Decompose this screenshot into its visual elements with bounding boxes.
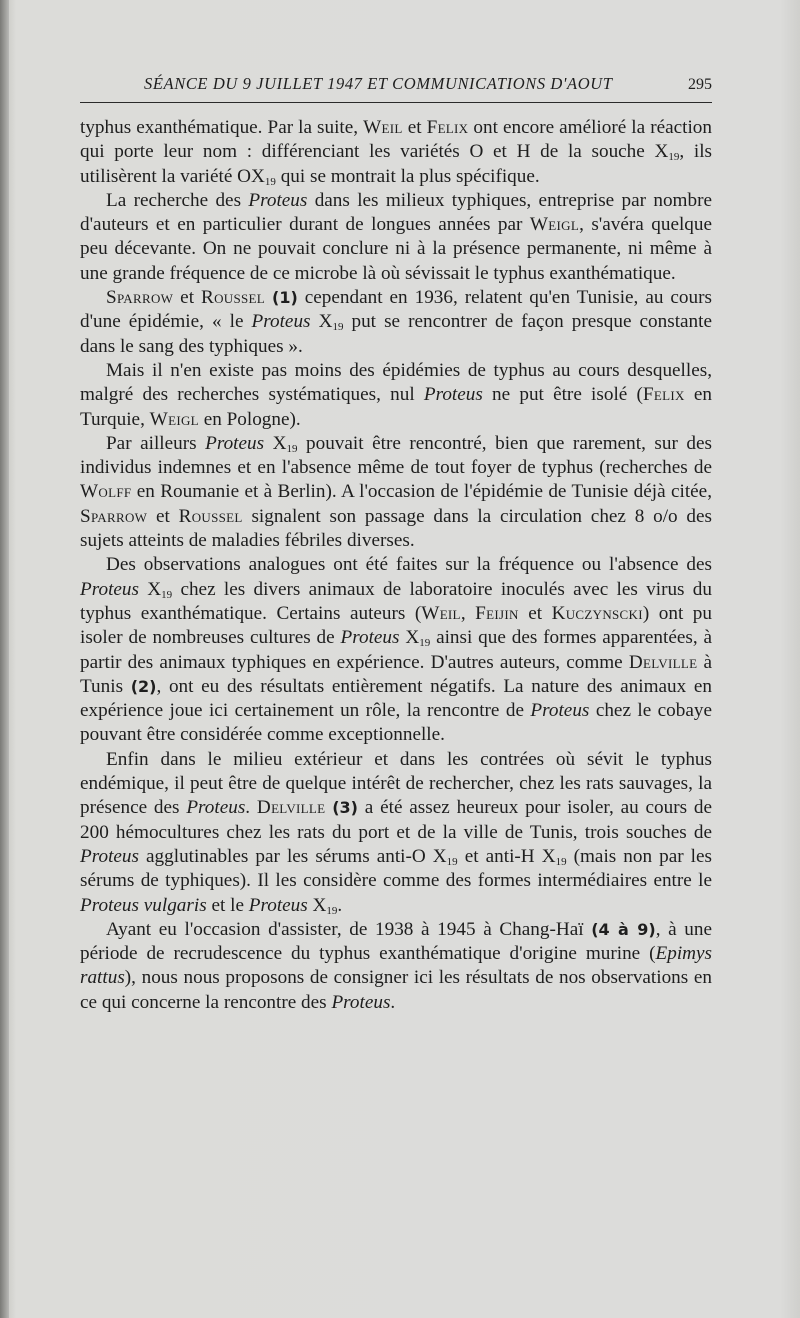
text-run: . [337, 894, 343, 916]
author-name: Delville [256, 797, 326, 819]
text-run: , s'avéra quelque peu décevante. On ne pouvait conclure ni à la présence permanente, ni même à une grande fréquence de ce microbe là où sévissait le typhus exanthématique. [80, 214, 712, 284]
text-run: et [147, 505, 179, 527]
italic-term: Proteus [331, 991, 391, 1013]
text-run: X [138, 578, 162, 600]
author-name: Weigl [149, 408, 199, 430]
paragraph-p1 [80, 116, 712, 189]
paragraph-p5 [80, 432, 712, 553]
author-name: Sparrow [106, 287, 174, 309]
author-name: Kuczynscki [551, 602, 643, 624]
text-run: qui se montrait la plus spécifique. [275, 165, 540, 187]
author-name: Roussel [178, 505, 243, 527]
text-run: La recherche des [106, 189, 249, 211]
text-run: ne put être isolé ( [482, 384, 643, 406]
text-run: en Pologne). [198, 408, 301, 430]
author-name: Felix [426, 117, 469, 138]
text-run: en Roumanie et à Berlin). A l'occasion de l'épidémie de Tunisie déjà citée, [131, 481, 712, 503]
text-run: . [390, 991, 396, 1013]
subscript: 19 [555, 855, 567, 868]
text-run: , ils utilisèrent la variété OX [80, 141, 712, 187]
subscript: 19 [161, 588, 173, 601]
text-run: X [307, 894, 327, 916]
italic-term: Epimys rattus [80, 943, 712, 989]
text-run: a été assez heureux pour isoler, au cours de 200 hémocultures chez les rats du port et de la ville de Tunis, trois souches de [80, 797, 713, 843]
subscript: 19 [668, 151, 680, 164]
text-run: Mais il n'en existe pas moins des épidémies de typhus au cours desquelles, malgré des recherches systématiques, nul [80, 359, 712, 406]
italic-term: Proteus [530, 700, 590, 722]
italic-term: Proteus [251, 311, 311, 333]
paragraph-p2 [80, 189, 712, 286]
text-run: ), nous nous proposons de consigner ici les résultats de nos observations en ce qui concerne la rencontre des [80, 967, 712, 1013]
page-number: 295 [688, 76, 712, 93]
paragraph-p7 [80, 748, 712, 918]
italic-term: Proteus [205, 432, 265, 454]
body-text [80, 116, 712, 1015]
author-name: Weigl [529, 214, 580, 236]
italic-term: Proteus [186, 797, 246, 819]
italic-term: Proteus [340, 627, 400, 649]
text-run: , [460, 602, 476, 624]
text-run: chez les divers animaux de laboratoire inoculés avec les virus du typhus exanthématique. Certains auteurs ( [80, 578, 712, 624]
paragraph-p6 [80, 553, 712, 747]
text-run: , à une période de recrudescence du typhus exanthématique d'origine murine ( [80, 918, 712, 965]
text-run: X [264, 432, 287, 454]
text-run: ) ont pu isoler de nombreuses cultures de [80, 602, 712, 649]
italic-term: Proteus [248, 189, 308, 211]
paragraph-p4 [80, 359, 712, 432]
author-name: Delville [628, 651, 698, 673]
italic-term: Proteus [80, 578, 139, 600]
text-run: et anti-H X [457, 845, 556, 867]
text-run: en Turquie, [80, 384, 712, 430]
subscript: 19 [446, 855, 458, 868]
text-run: agglutinables par les sérums anti-O X [138, 845, 447, 867]
text-run: cependant en 1936, relatent qu'en Tunisie, au cours d'une épidémie, « le [80, 287, 712, 333]
text-run: X [399, 627, 420, 649]
text-run: et [402, 117, 427, 138]
author-name: Feijin [475, 602, 519, 624]
subscript: 19 [419, 637, 431, 650]
reference-number: (1) [272, 288, 298, 308]
text-run: X [310, 311, 333, 333]
text-run: pouvait être rencontré, bien que rarement, sur des individus indemnes et en l'absence même de tout foyer de typhus (recherches de [80, 432, 712, 479]
text-run: typhus exanthématique. Par la suite, [80, 117, 364, 138]
reference-number: (3) [332, 798, 358, 818]
reference-number: (2) [130, 676, 157, 696]
author-name: Wolff [80, 481, 132, 503]
text-run: signalent son passage dans la circulation chez 8 o/o des sujets atteints de maladies fébriles diverses. [80, 505, 712, 552]
author-name: Roussel [201, 287, 266, 309]
text-run: chez le cobaye pouvant être considérée comme exceptionnelle. [80, 700, 712, 746]
italic-term: Proteus [423, 384, 483, 406]
italic-term: Proteus [248, 894, 308, 916]
text-run: ont encore amélioré la réaction qui porte leur nom : différenciant les variétés O et H de la souche X [80, 117, 712, 163]
author-name: Weil [363, 117, 403, 138]
author-name: Felix [642, 384, 685, 406]
text-run: et le [206, 894, 249, 916]
text-run: , ont eu des résultats entièrement négatifs. La nature des animaux en expérience joue ici certainement un rôle, la rencontre de [80, 675, 712, 722]
book-spine-shadow [0, 0, 9, 1318]
author-name: Weil [421, 602, 461, 624]
subscript: 19 [332, 321, 344, 334]
text-run: put se rencontrer de façon presque constante dans le sang des typhiques ». [80, 311, 712, 357]
subscript: 19 [326, 904, 338, 917]
italic-term: Proteus vulgaris [80, 894, 207, 916]
page-header [80, 72, 712, 103]
text-run: Ayant eu l'occasion d'assister, de 1938 à 1945 à Chang-Haï [106, 918, 592, 940]
text-run: Par ailleurs [106, 432, 206, 454]
text-run: Des observations analogues ont été faites sur la fréquence ou l'absence des [106, 554, 712, 576]
text-run: et [518, 602, 552, 624]
text-run: (mais non par les sérums de typhiques). Il les considère comme des formes intermédiaires entre le [80, 845, 712, 892]
running-head: SÉANCE DU 9 JUILLET 1947 ET COMMUNICATIONS D'AOUT [144, 74, 613, 93]
paragraph-p3 [80, 286, 712, 359]
author-name: Sparrow [80, 505, 148, 527]
text-run [265, 287, 272, 308]
text-run: ainsi que des formes apparentées, à partir des animaux typhiques en expérience. D'autres auteurs, comme [80, 627, 713, 673]
text-run: à Tunis [80, 651, 712, 697]
subscript: 19 [286, 442, 298, 455]
text-run: Enfin dans le milieu extérieur et dans les contrées où sévit le typhus endémique, il peut être de quelque intérêt de rechercher, chez les rats sauvages, la présence des [80, 748, 712, 819]
text-run: et [173, 287, 202, 309]
subscript: 19 [264, 175, 276, 188]
text-run: dans les milieux typhiques, entreprise par nombre d'auteurs et en particulier durant de longues années par [80, 189, 712, 236]
paragraph-p8 [80, 918, 712, 1015]
text-run: . [245, 797, 257, 819]
italic-term: Proteus [80, 845, 139, 867]
reference-number: (4 à 9) [591, 919, 656, 939]
